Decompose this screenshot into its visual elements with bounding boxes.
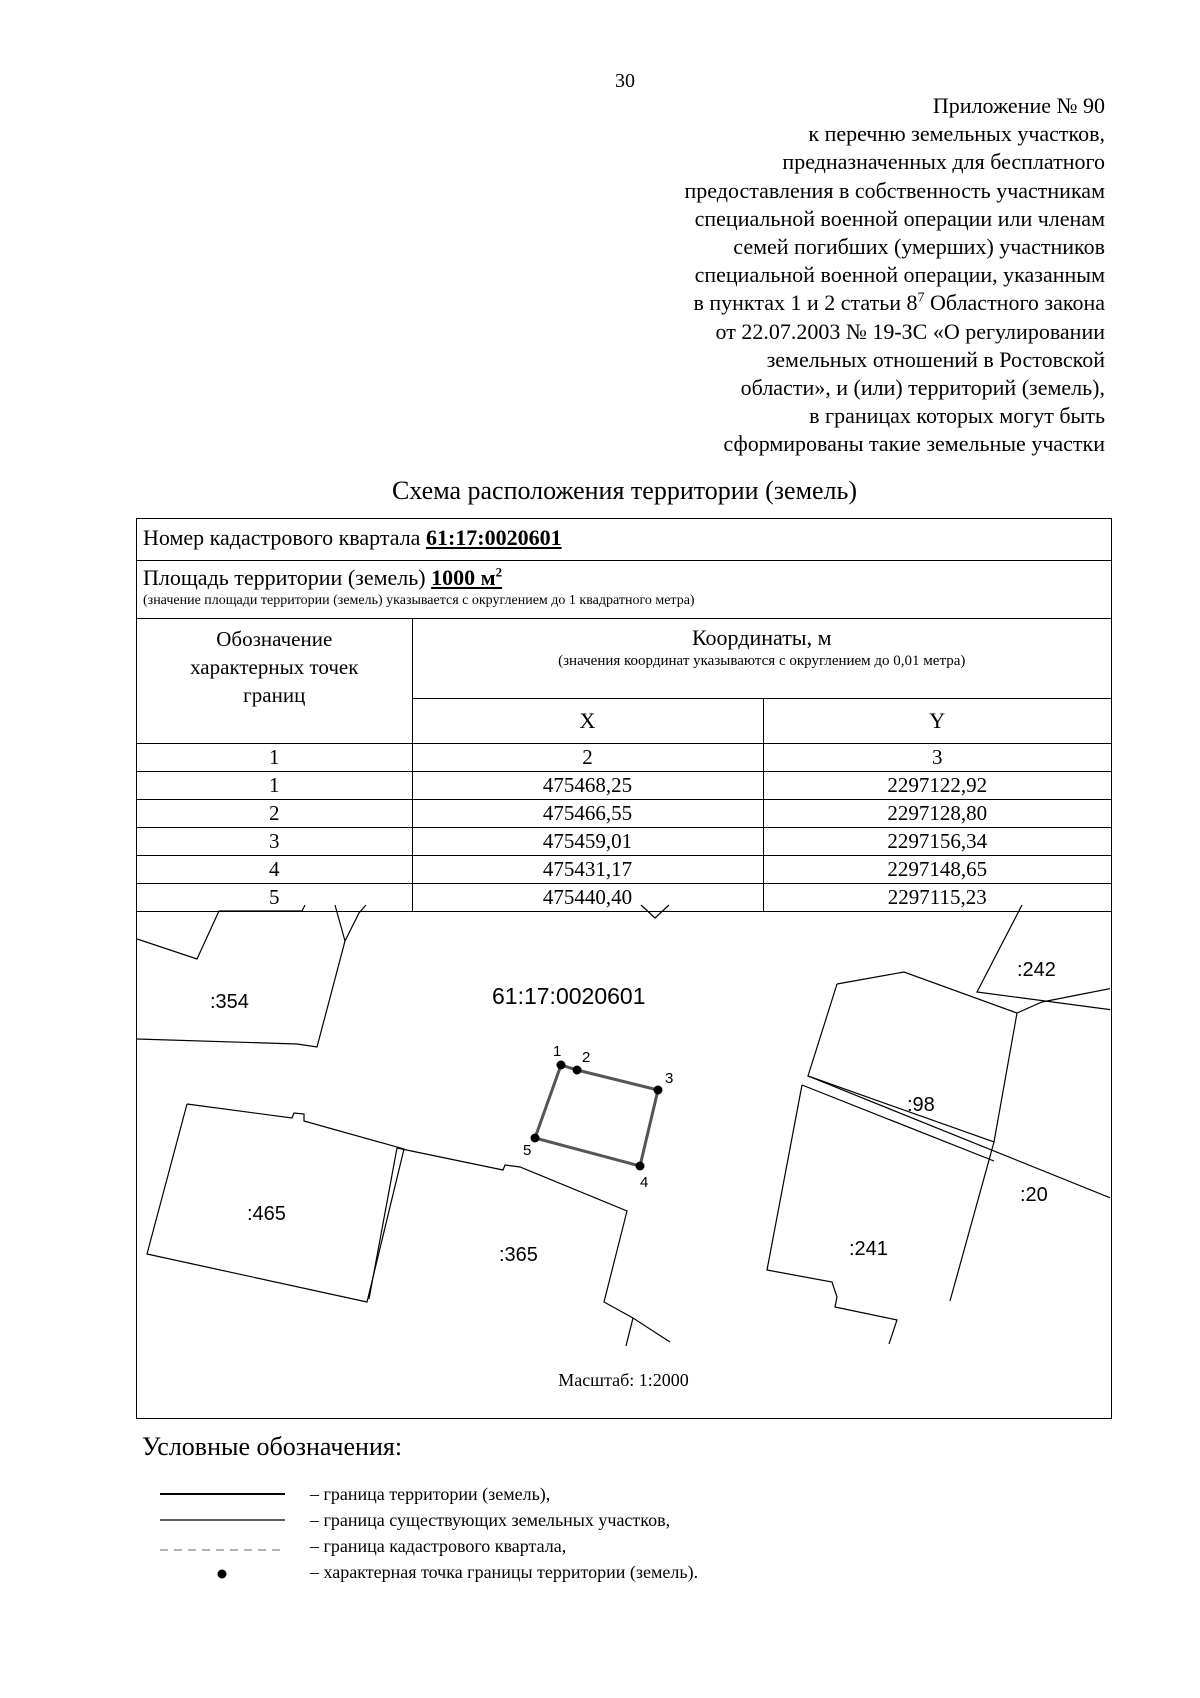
parcel-365-boundary xyxy=(369,1148,397,1299)
coordinates-table xyxy=(137,619,1111,912)
document-title: Схема расположения территории (земель) xyxy=(391,476,858,505)
legend-text: – характерная точка границы территории (земель). xyxy=(310,1562,699,1582)
table-row xyxy=(137,772,1111,800)
header-coords xyxy=(412,619,1111,699)
page-number: 30 xyxy=(615,70,635,92)
table-cell: 475466,55 xyxy=(412,800,763,828)
area-note: (значение площади территории (земель) указывается с округлением до 1 квадратного метра) xyxy=(143,593,695,608)
appendix-line: специальной военной операции, указанным xyxy=(694,262,1105,288)
legend-text: – граница кадастрового квартала, xyxy=(310,1536,567,1556)
header-coords-title: Координаты, м xyxy=(691,625,832,650)
header-points-text: Обозначение характерных точек границ xyxy=(190,627,359,707)
table-numbering-row xyxy=(137,744,1111,772)
area-label: Площадь территории (земель) xyxy=(143,565,432,590)
appendix-line-text: в пунктах 1 и 2 статьи 8 xyxy=(693,290,918,316)
parcel-20-boundary xyxy=(808,1076,1110,1199)
quarter-value: 61:17:0020601 xyxy=(425,525,562,550)
header-y: Y xyxy=(763,699,1111,744)
header-coords-note: (значения координат указываются с округлением до 0,01 метра) xyxy=(558,653,966,669)
boundary-point-3 xyxy=(654,1086,663,1095)
parcel-354-boundary xyxy=(335,905,345,941)
table-cell: 3 xyxy=(763,744,1111,772)
appendix-line: предоставления в собственность участникам xyxy=(684,177,1105,203)
table-cell: 2297122,92 xyxy=(763,772,1111,800)
map-scale: Масштаб: 1:2000 xyxy=(558,1370,689,1390)
parcel-label: :241 xyxy=(849,1238,888,1260)
table-cell: 475440,40 xyxy=(412,884,763,912)
parcel-label: :242 xyxy=(1017,959,1056,981)
territory-line-symbol xyxy=(155,1482,290,1510)
table-cell: 2 xyxy=(137,800,412,828)
table-cell: 2297115,23 xyxy=(763,884,1111,912)
appendix-line xyxy=(545,289,1105,317)
map-drawing xyxy=(137,904,1110,1417)
boundary-point-4 xyxy=(636,1162,645,1171)
parcel-label: :20 xyxy=(1020,1184,1048,1206)
appendix-line: Приложение № 90 xyxy=(932,93,1105,118)
quarter-label: Номер кадастрового квартала xyxy=(143,525,426,550)
appendix-line: семей погибших (умерших) участников xyxy=(733,234,1105,260)
scheme-map xyxy=(137,904,1110,1417)
header-x: X xyxy=(412,699,763,744)
legend-item-territory xyxy=(155,1482,855,1510)
table-header-row xyxy=(137,619,1111,699)
appendix-header xyxy=(545,92,1105,459)
appendix-line: области», и (или) территорий (земель), xyxy=(740,375,1105,401)
parcel-241-boundary xyxy=(767,1085,897,1344)
territory-boundary xyxy=(535,1065,658,1166)
table-cell: 475431,17 xyxy=(412,856,763,884)
scheme-frame xyxy=(136,518,1112,1419)
parcel-label: :98 xyxy=(907,1094,935,1116)
appendix-line: к перечню земельных участков, xyxy=(808,121,1105,147)
appendix-line: земельных отношений в Ростовской xyxy=(766,346,1105,372)
point-label: 5 xyxy=(523,1142,532,1159)
parcel-label: :354 xyxy=(210,991,249,1013)
legend-item-point xyxy=(155,1560,855,1588)
table-row xyxy=(137,828,1111,856)
quarter-line-symbol xyxy=(155,1534,290,1562)
table-cell: 2 xyxy=(412,744,763,772)
quarter-row xyxy=(137,519,1111,561)
parcel-20-boundary xyxy=(950,1142,994,1301)
quarter-boundary xyxy=(641,905,669,918)
point-label: 3 xyxy=(665,1070,674,1087)
appendix-line: в границах которых могут быть xyxy=(809,403,1105,429)
table-cell: 4 xyxy=(137,856,412,884)
header-points xyxy=(137,619,412,744)
legend-text: – граница существующих земельных участков, xyxy=(310,1510,671,1530)
table-row xyxy=(137,800,1111,828)
legend-item-quarter xyxy=(155,1534,855,1562)
table-cell: 475459,01 xyxy=(412,828,763,856)
point-label: 4 xyxy=(640,1174,649,1191)
boundary-point-1 xyxy=(557,1061,566,1070)
boundary-point-2 xyxy=(573,1066,582,1075)
appendix-line-tail: Областного закона xyxy=(924,290,1105,316)
map-quarter-label: 61:17:0020601 xyxy=(492,983,646,1009)
boundary-point-5 xyxy=(531,1134,540,1143)
parcel-354-boundary xyxy=(137,905,305,959)
table-cell: 2297156,34 xyxy=(763,828,1111,856)
point-symbol xyxy=(155,1560,290,1588)
table-cell: 2297128,80 xyxy=(763,800,1111,828)
parcel-line-symbol xyxy=(155,1508,290,1536)
point-label: 1 xyxy=(553,1043,562,1060)
appendix-line: специальной военной операции или членам xyxy=(694,205,1105,231)
table-row xyxy=(137,856,1111,884)
table-cell: 1 xyxy=(137,772,412,800)
legend-text: – граница территории (земель), xyxy=(310,1484,551,1504)
legend-item-parcels xyxy=(155,1508,855,1536)
area-value-wrap xyxy=(431,565,502,590)
table-cell: 3 xyxy=(137,828,412,856)
parcel-label: :365 xyxy=(499,1244,538,1266)
point-label: 2 xyxy=(582,1049,591,1066)
table-cell: 475468,25 xyxy=(412,772,763,800)
appendix-line: сформированы такие земельные участки xyxy=(723,431,1105,457)
parcel-354-boundary xyxy=(137,905,366,1047)
area-sup: 2 xyxy=(495,564,503,580)
parcel-365-boundary xyxy=(626,1318,633,1346)
appendix-sup: 7 xyxy=(917,291,925,307)
legend-title: Условные обозначения: xyxy=(142,1432,403,1461)
appendix-line: от 22.07.2003 № 19-ЗС «О регулировании xyxy=(715,318,1105,344)
area-value: 1000 м xyxy=(431,565,496,590)
parcel-241-boundary xyxy=(802,1085,994,1161)
area-row xyxy=(137,561,1111,619)
parcel-20-boundary xyxy=(1017,988,1110,1013)
table-cell: 1 xyxy=(137,744,412,772)
table-cell: 5 xyxy=(137,884,412,912)
parcel-242-boundary xyxy=(977,905,1110,1010)
parcel-label: :465 xyxy=(247,1203,286,1225)
appendix-line: предназначенных для бесплатного xyxy=(782,149,1105,175)
table-cell: 2297148,65 xyxy=(763,856,1111,884)
